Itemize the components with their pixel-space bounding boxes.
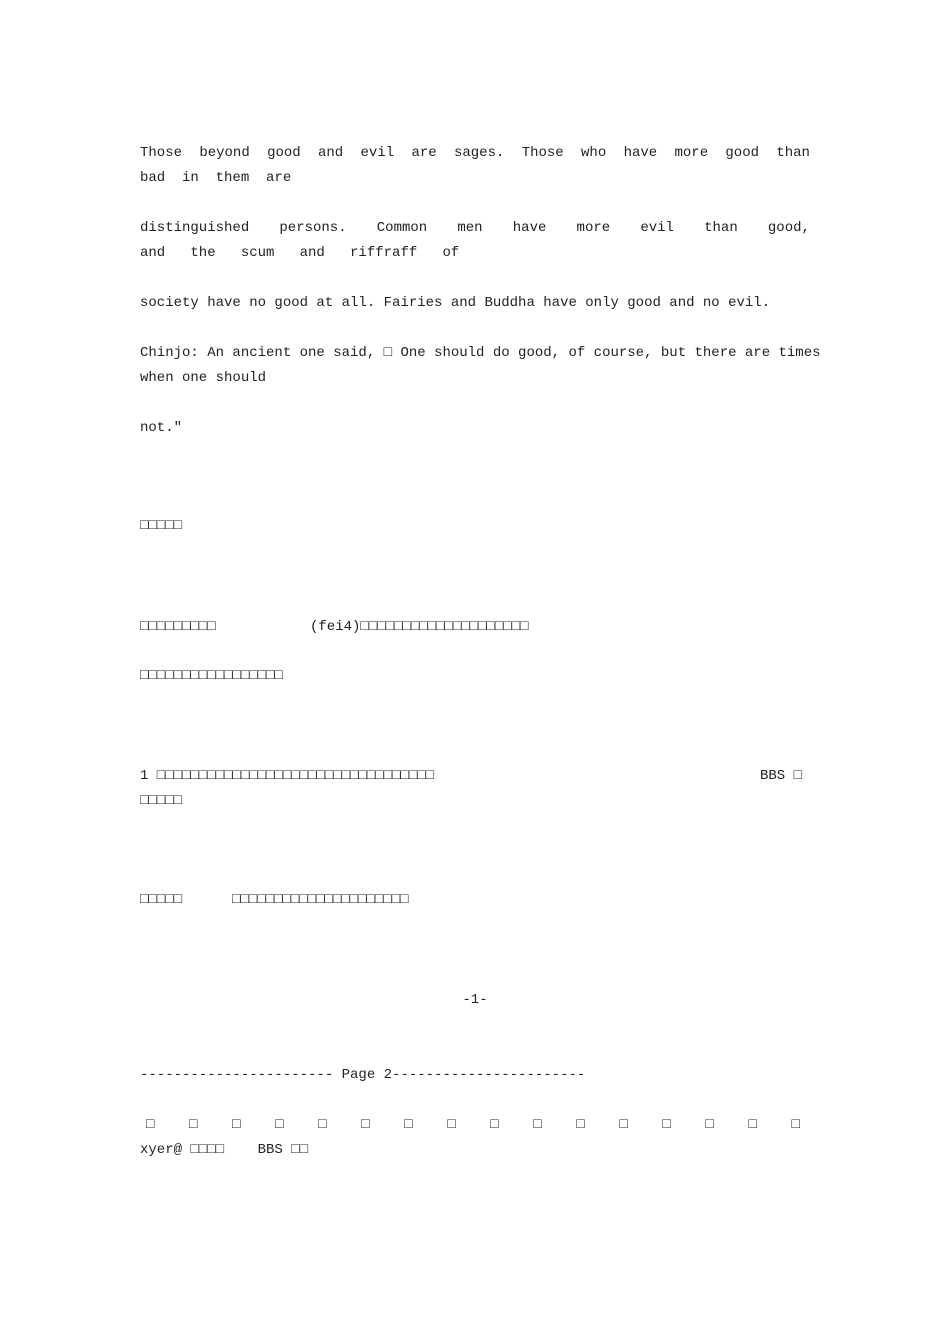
paragraph-line-11: □□□□□□□□□□□□□□□□□ <box>140 668 283 684</box>
word: good <box>725 145 760 161</box>
word: distinguished <box>140 220 250 236</box>
word: than <box>776 145 810 161</box>
footnote-line-1-end: BBS □ <box>760 768 803 784</box>
word: sages. <box>453 145 505 161</box>
footnote-line-1: 1 □□□□□□□□□□□□□□□□□□□□□□□□□□□□□□□□□ <box>140 768 435 784</box>
word: have <box>623 145 658 161</box>
word: are <box>411 145 437 161</box>
glyph: □ <box>705 1117 714 1133</box>
glyph: □ <box>404 1117 413 1133</box>
glyph: □ <box>232 1117 241 1133</box>
word: evil <box>360 145 395 161</box>
glyph: □ <box>791 1117 800 1133</box>
glyph: □ <box>146 1117 155 1133</box>
word: more <box>576 220 611 236</box>
word: and <box>317 145 344 161</box>
paragraph-line-7: when one should <box>140 370 267 386</box>
glyph: □ <box>490 1117 499 1133</box>
paragraph-line-2: bad in them are <box>140 170 292 186</box>
header-line-source: xyer@ □□□□ BBS □□ <box>140 1142 309 1158</box>
page-separator: ----------------------- Page 2----------------------- <box>140 1067 586 1083</box>
paragraph-line-1 <box>140 141 810 166</box>
page-number: -1- <box>462 992 488 1008</box>
word: more <box>674 145 709 161</box>
paragraph-line-10b: (fei4)□□□□□□□□□□□□□□□□□□□□ <box>310 619 529 635</box>
paragraph-line-10a: □□□□□□□□□ <box>140 619 216 635</box>
word: good, <box>767 220 810 236</box>
word: have <box>512 220 547 236</box>
word: Those <box>521 145 564 161</box>
word: than <box>704 220 738 236</box>
glyph: □ <box>662 1117 671 1133</box>
paragraph-line-4: and the scum and riffraff of <box>140 245 460 261</box>
glyph: □ <box>447 1117 456 1133</box>
glyph: □ <box>189 1117 198 1133</box>
glyph: □ <box>361 1117 370 1133</box>
glyph: □ <box>619 1117 628 1133</box>
glyph: □ <box>275 1117 284 1133</box>
word: Common <box>376 220 428 236</box>
paragraph-line-3 <box>140 216 810 241</box>
glyph: □ <box>748 1117 757 1133</box>
glyph: □ <box>533 1117 542 1133</box>
footnote-line-2: □□□□□ <box>140 793 183 809</box>
paragraph-line-5: society have no good at all. Fairies and Buddha have only good and no evil. <box>140 295 771 311</box>
header-line-spaced <box>146 1113 800 1138</box>
word: men <box>457 220 483 236</box>
word: persons. <box>279 220 347 236</box>
glyph: □ <box>318 1117 327 1133</box>
paragraph-line-14a: □□□□□ <box>140 892 183 908</box>
glyph: □ <box>576 1117 585 1133</box>
word: beyond <box>199 145 250 161</box>
paragraph-line-8: not.″ <box>140 420 183 436</box>
word: evil <box>640 220 674 236</box>
word: who <box>581 145 607 161</box>
word: good <box>267 145 301 161</box>
heading-line: □□□□□ <box>140 518 183 534</box>
paragraph-line-6: Chinjo: An ancient one said, □ One should do good, of course, but there are times <box>140 345 821 361</box>
paragraph-line-14b: □□□□□□□□□□□□□□□□□□□□□ <box>232 892 409 908</box>
word: Those <box>140 145 183 161</box>
